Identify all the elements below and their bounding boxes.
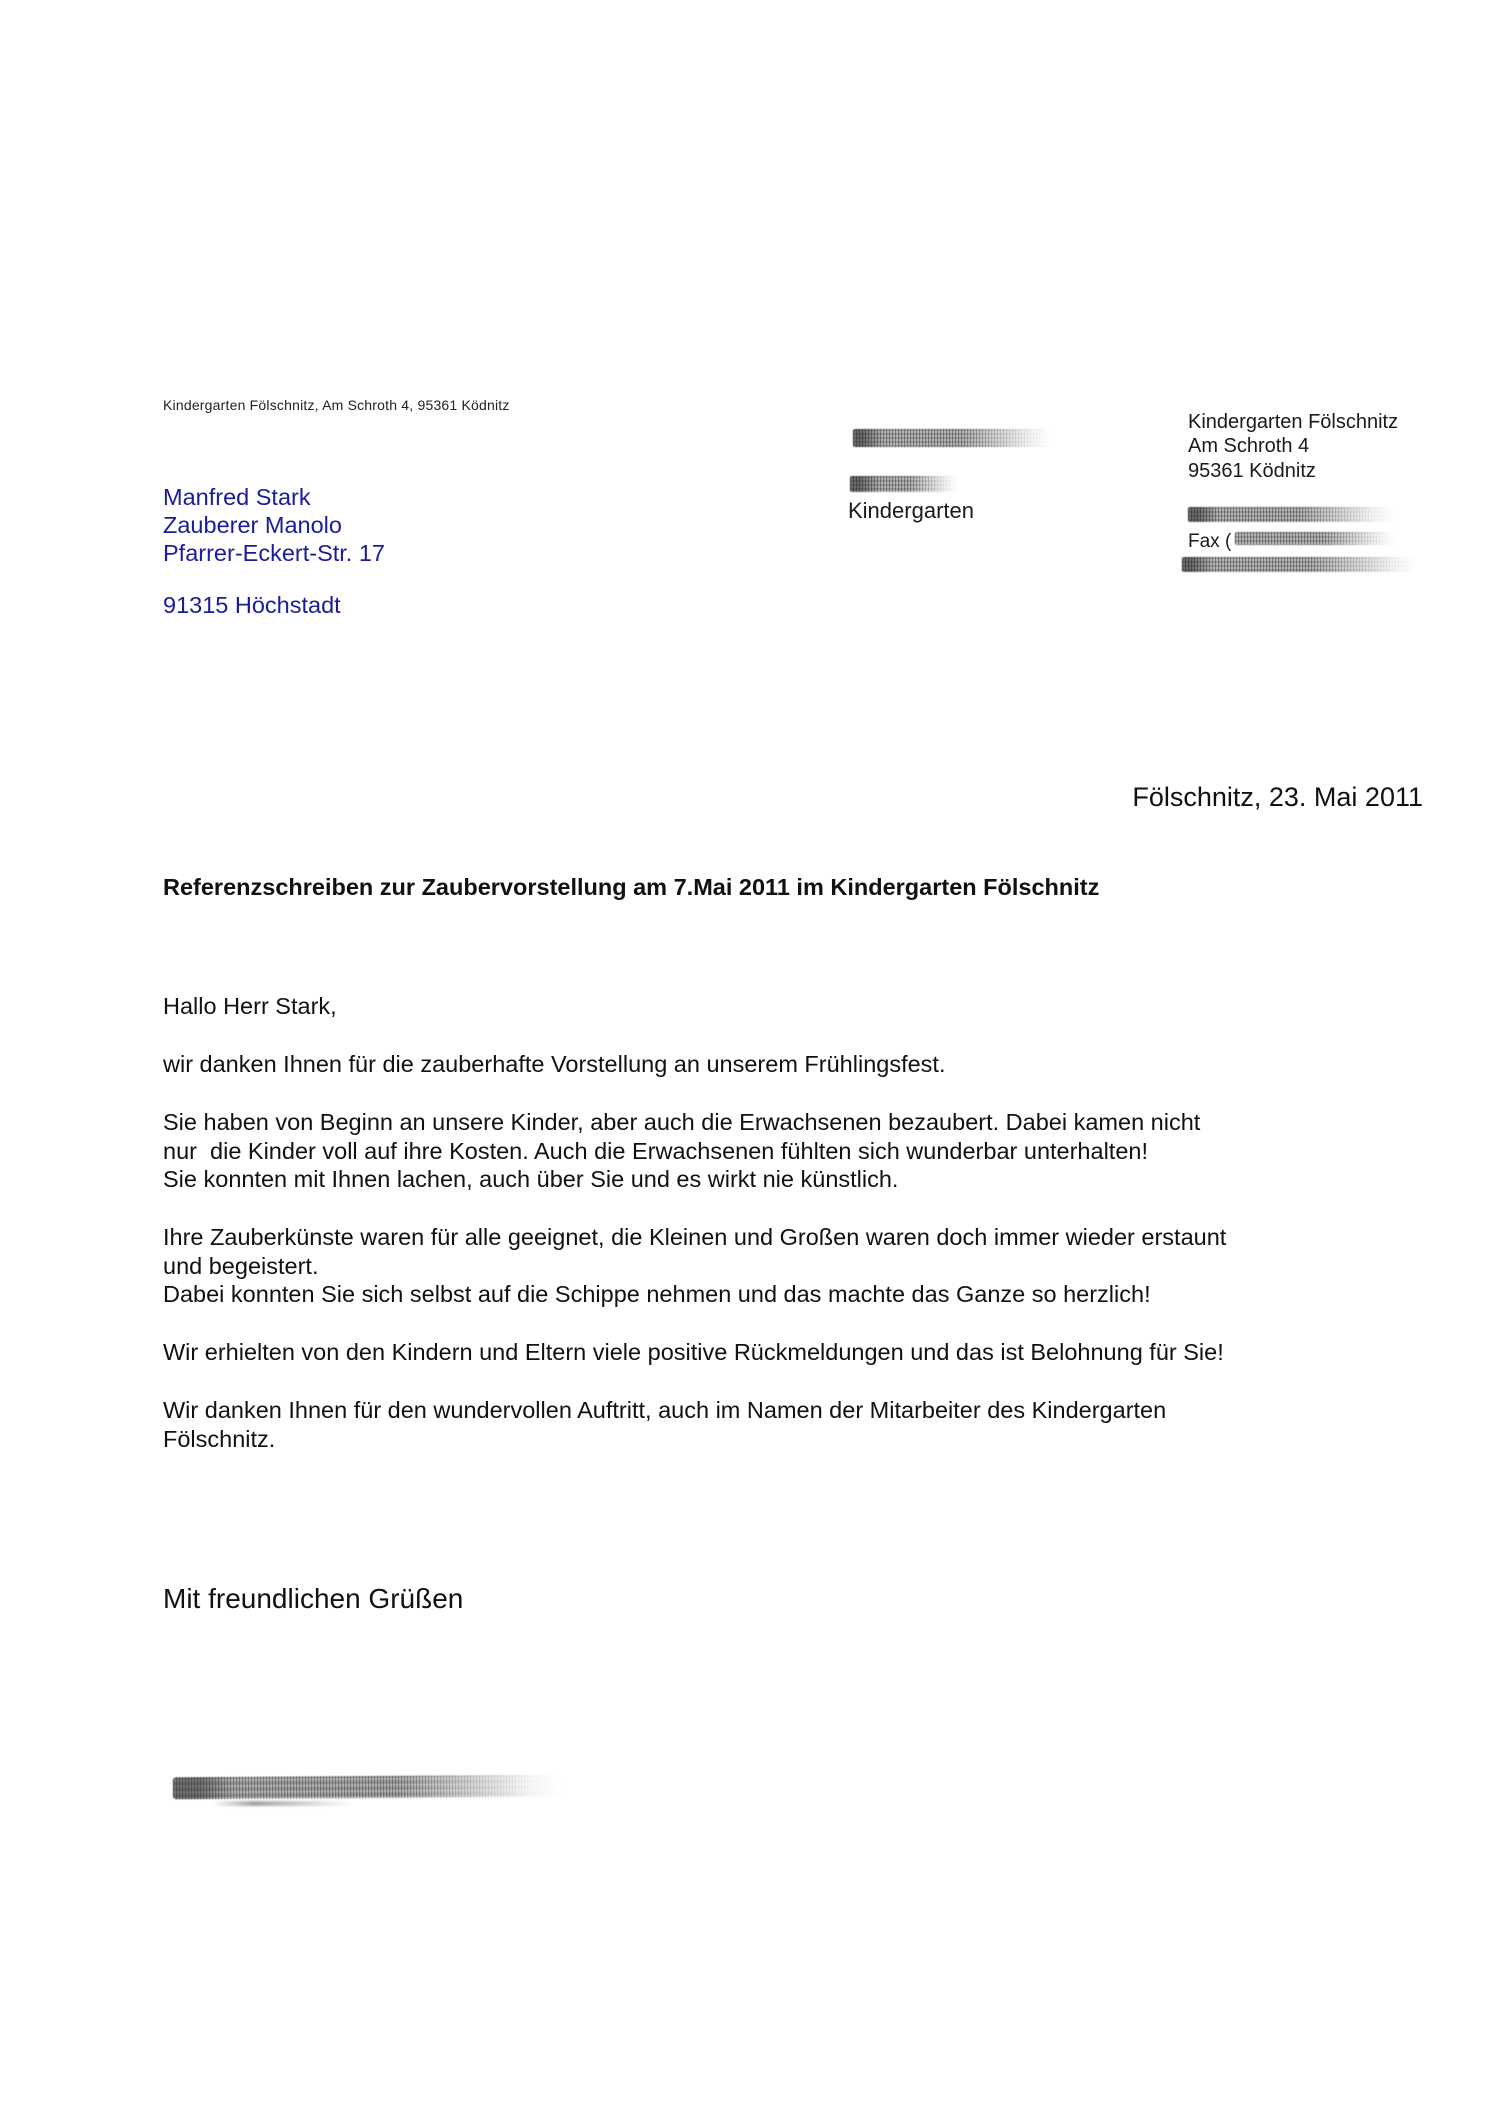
- body-line: Ihre Zauberkünste waren für alle geeignet, die Kleinen und Großen waren doch immer wieder erstaunt: [163, 1224, 1227, 1250]
- closing-salutation: Mit freundlichen Grüßen: [163, 1583, 464, 1614]
- salutation: [163, 992, 1478, 1021]
- return-address-line: Kindergarten Fölschnitz, Am Schroth 4, 95361 Ködnitz: [163, 397, 510, 413]
- email-redacted: [1182, 557, 1416, 572]
- logo-redacted-line-1: [853, 429, 1051, 447]
- body-line: Sie haben von Beginn an unsere Kinder, aber auch die Erwachsenen bezaubert. Dabei kamen nicht: [163, 1109, 1201, 1135]
- fax-label: Fax: [1188, 531, 1220, 552]
- body-line: Hallo Herr Stark,: [163, 993, 337, 1019]
- body-line: und begeistert.: [163, 1252, 319, 1279]
- logo-redacted-line-2: [850, 476, 958, 492]
- subject-line: Referenzschreiben zur Zaubervorstellung am 7.Mai 2011 im Kindergarten Fölschnitz: [163, 874, 1100, 900]
- body-paragraph: [163, 1108, 1478, 1194]
- recipient-alias: Zauberer Manolo: [163, 512, 342, 538]
- fax-row: [1188, 530, 1395, 554]
- body-paragraph: [163, 1338, 1478, 1367]
- recipient-name: Manfred Stark: [163, 484, 311, 510]
- fax-number-redacted: [1235, 532, 1395, 545]
- recipient-address-block: [163, 483, 385, 619]
- date-line: Fölschnitz, 23. Mai 2011: [1132, 782, 1423, 812]
- recipient-city: 91315 Höchstadt: [163, 592, 341, 618]
- body-line: Wir erhielten von den Kindern und Eltern viele positive Rückmeldungen und das ist Belohnung für Sie!: [163, 1339, 1224, 1365]
- letter-body: [163, 992, 1478, 1483]
- body-line: wir danken Ihnen für die zauberhafte Vorstellung an unserem Frühlingsfest.: [163, 1051, 946, 1077]
- body-line: Dabei konnten Sie sich selbst auf die Schippe nehmen und das machte das Ganze so herzlich!: [163, 1281, 1151, 1307]
- body-paragraph: [163, 1223, 1478, 1309]
- sender-street: Am Schroth 4: [1188, 435, 1310, 458]
- kindergarten-logo-block: [848, 429, 1118, 529]
- body-line: Sie konnten mit Ihnen lachen, auch über Sie und es wirkt nie künstlich.: [163, 1166, 899, 1192]
- recipient-street: Pfarrer-Eckert-Str. 17: [163, 540, 385, 566]
- fax-open-paren: (: [1224, 531, 1232, 552]
- logo-caption: Kindergarten: [848, 498, 974, 523]
- phone-number-redacted: [1188, 507, 1393, 522]
- body-line: Wir danken Ihnen für den wundervollen Auftritt, auch im Namen der Mitarbeiter des Kindergarten: [163, 1397, 1167, 1423]
- signature-stroke: [212, 1801, 352, 1806]
- sender-city: 95361 Ködnitz: [1188, 459, 1316, 482]
- body-line: nur die Kinder voll auf ihre Kosten. Auch die Erwachsenen fühlten sich wunderbar unterhalten!: [163, 1137, 1148, 1164]
- body-line: Fölschnitz.: [163, 1425, 276, 1452]
- body-paragraph: [163, 1050, 1478, 1079]
- body-paragraph: [163, 1396, 1478, 1453]
- signature-redacted: [173, 1775, 561, 1800]
- sender-name: Kindergarten Fölschnitz: [1188, 411, 1399, 433]
- sender-contact-block: [1188, 410, 1488, 552]
